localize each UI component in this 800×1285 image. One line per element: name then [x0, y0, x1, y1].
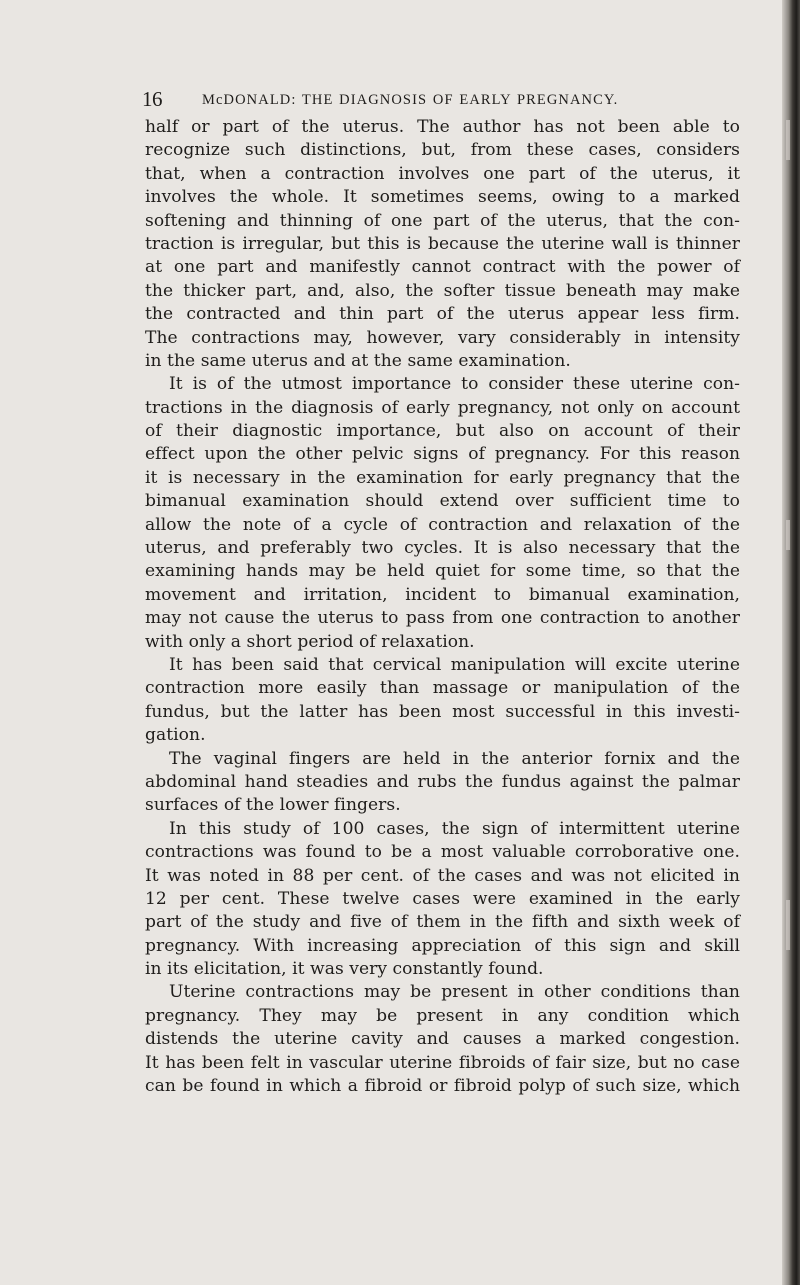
text-line: the thicker part, and, also, the softer tissue beneath may make: [145, 280, 740, 301]
text-line: uterus, and preferably two cycles. It is also necessary that the: [145, 538, 740, 559]
running-head: McDONALD: THE DIAGNOSIS OF EARLY PREGNANCY.: [202, 92, 619, 108]
edge-streak: [786, 120, 790, 160]
text-line: in its elicitation, it was very constantly found.: [145, 959, 544, 980]
text-line: 12 per cent. These twelve cases were examined in the early: [145, 888, 740, 909]
text-line: pregnancy. They may be present in any condition which: [145, 1005, 740, 1026]
text-line: in the same uterus and at the same examination.: [145, 350, 571, 371]
text-line: half or part of the uterus. The author has not been able to: [145, 117, 740, 137]
text-line: bimanual examination should extend over sufficient time to: [145, 491, 740, 512]
text-line: of their diagnostic importance, but also on account of their: [145, 421, 740, 442]
text-line: it is necessary in the examination for early pregnancy that the: [145, 467, 740, 488]
text-line: the contracted and thin part of the uterus appear less firm.: [145, 304, 740, 325]
text-line: In this study of 100 cases, the sign of intermittent uterine: [169, 818, 740, 839]
text-line: that, when a contraction involves one part of the uterus, it: [145, 163, 740, 184]
text-line: distends the uterine cavity and causes a marked congestion.: [145, 1029, 740, 1050]
text-line: contraction more easily than massage or manipulation of the: [145, 678, 740, 699]
text-line: The contractions may, however, vary considerably in intensity: [145, 327, 740, 348]
text-line: tractions in the diagnosis of early pregnancy, not only on account: [145, 397, 740, 418]
text-line: It has been said that cervical manipulation will excite uterine: [169, 654, 740, 675]
text-line: It was noted in 88 per cent. of the cases and was not elicited in: [145, 865, 740, 886]
page-header: [142, 88, 742, 112]
text-line: examining hands may be held quiet for some time, so that the: [145, 561, 740, 582]
text-line: involves the whole. It sometimes seems, owing to a marked: [145, 187, 740, 208]
text-line: effect upon the other pelvic signs of pregnancy. For this reason: [145, 444, 740, 465]
body-text: [145, 116, 740, 1098]
text-line: recognize such distinctions, but, from these cases, considers: [145, 140, 740, 161]
text-line: pregnancy. With increasing appreciation of this sign and skill: [145, 935, 740, 956]
page-edge-shadow: [782, 0, 800, 1285]
text-line: It is of the utmost importance to consider these uterine con-: [169, 374, 740, 395]
text-line: softening and thinning of one part of the uterus, that the con-: [145, 210, 740, 231]
text-line: The vaginal fingers are held in the anterior fornix and the: [169, 748, 740, 769]
text-line: fundus, but the latter has been most successful in this investi-: [145, 701, 740, 722]
page-number: 16: [142, 87, 162, 111]
text-line: contractions was found to be a most valuable corroborative one.: [145, 842, 740, 863]
text-line: traction is irregular, but this is because the uterine wall is thinner: [145, 233, 740, 254]
text-line: at one part and manifestly cannot contract with the power of: [145, 257, 740, 278]
text-line: surfaces of the lower fingers.: [145, 795, 401, 816]
text-line: part of the study and five of them in the fifth and sixth week of: [145, 912, 740, 933]
text-line: allow the note of a cycle of contraction and relaxation of the: [145, 514, 740, 535]
text-line: with only a short period of relaxation.: [145, 631, 475, 652]
text-line: movement and irritation, incident to bimanual examination,: [145, 584, 740, 605]
text-line: may not cause the uterus to pass from one contraction to another: [145, 608, 740, 629]
text-line: It has been felt in vascular uterine fibroids of fair size, but no case: [145, 1052, 740, 1073]
text-line: can be found in which a fibroid or fibroid polyp of such size, which: [145, 1076, 740, 1097]
text-line: Uterine contractions may be present in other conditions than: [169, 982, 740, 1003]
text-line: abdominal hand steadies and rubs the fundus against the palmar: [145, 771, 740, 792]
text-line: gation.: [145, 725, 206, 746]
edge-streak: [786, 900, 790, 950]
edge-streak: [786, 520, 790, 550]
